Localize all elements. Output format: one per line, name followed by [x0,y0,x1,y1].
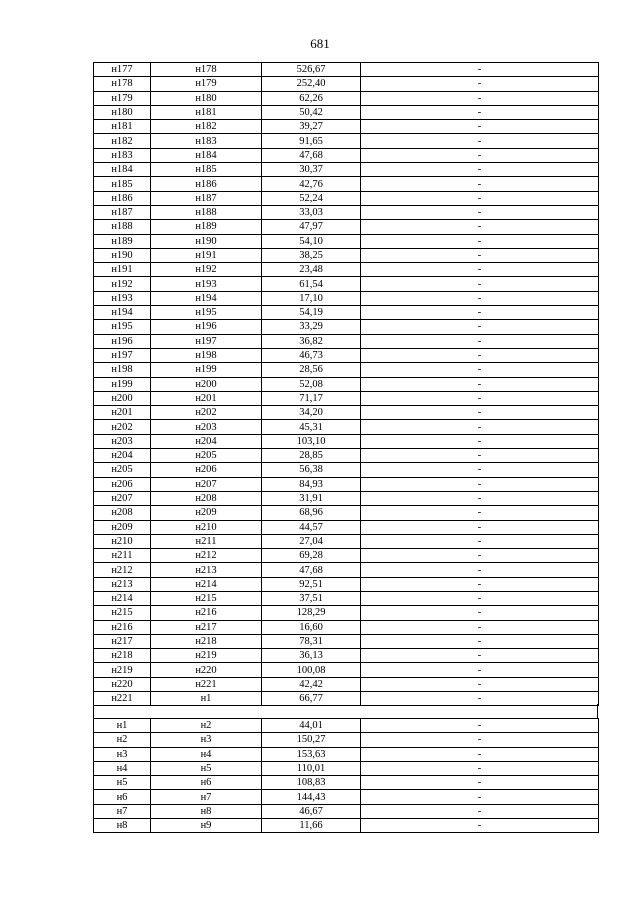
to-point-cell: н205 [151,449,262,463]
note-cell: - [361,148,599,162]
table-row [94,420,599,434]
note-cell: - [361,449,599,463]
table-row [94,406,599,420]
to-point-cell: н192 [151,263,262,277]
length-cell: 52,08 [262,377,361,391]
length-cell: 103,10 [262,434,361,448]
length-cell: 17,10 [262,291,361,305]
table-row [94,563,599,577]
table-row [94,177,599,191]
table-row [94,634,599,648]
length-cell: 150,27 [262,733,361,747]
from-point-cell: н188 [94,220,151,234]
note-cell: - [361,506,599,520]
from-point-cell: н8 [94,819,151,833]
note-cell: - [361,134,599,148]
length-cell: 47,68 [262,563,361,577]
length-cell: 34,20 [262,406,361,420]
to-point-cell: н211 [151,534,262,548]
from-point-cell: н214 [94,591,151,605]
length-cell: 30,37 [262,163,361,177]
to-point-cell: н215 [151,591,262,605]
note-cell: - [361,747,599,761]
from-point-cell: н182 [94,134,151,148]
table-row [94,677,599,691]
from-point-cell: н3 [94,747,151,761]
note-cell: - [361,163,599,177]
page-number: 681 [310,36,330,51]
length-cell: 44,01 [262,719,361,733]
length-cell: 46,67 [262,804,361,818]
length-cell: 54,10 [262,234,361,248]
table-row [94,804,599,818]
from-point-cell: н196 [94,334,151,348]
note-cell: - [361,606,599,620]
to-point-cell: н2 [151,719,262,733]
note-cell: - [361,291,599,305]
to-point-cell: н204 [151,434,262,448]
to-point-cell: н1 [151,692,262,706]
length-cell: 33,03 [262,205,361,219]
length-cell: 11,66 [262,819,361,833]
length-cell: 46,73 [262,348,361,362]
length-cell: 47,97 [262,220,361,234]
length-cell: 153,63 [262,747,361,761]
from-point-cell: н220 [94,677,151,691]
to-point-cell: н3 [151,733,262,747]
to-point-cell: н193 [151,277,262,291]
from-point-cell: н193 [94,291,151,305]
note-cell: - [361,520,599,534]
from-point-cell: н6 [94,790,151,804]
length-cell: 61,54 [262,277,361,291]
from-point-cell: н191 [94,263,151,277]
table-row [94,105,599,119]
from-point-cell: н219 [94,663,151,677]
from-point-cell: н198 [94,363,151,377]
length-cell: 42,76 [262,177,361,191]
boundary-segments-table [93,62,599,706]
to-point-cell: н221 [151,677,262,691]
table-row [94,649,599,663]
length-cell: 44,57 [262,520,361,534]
note-cell: - [361,790,599,804]
from-point-cell: н4 [94,761,151,775]
from-point-cell: н5 [94,776,151,790]
table-row [94,163,599,177]
note-cell: - [361,620,599,634]
note-cell: - [361,563,599,577]
from-point-cell: н177 [94,63,151,77]
length-cell: 56,38 [262,463,361,477]
from-point-cell: н210 [94,534,151,548]
table-body [94,63,599,706]
length-cell: 47,68 [262,148,361,162]
table-row [94,747,599,761]
length-cell: 68,96 [262,506,361,520]
from-point-cell: н211 [94,549,151,563]
length-cell: 78,31 [262,634,361,648]
from-point-cell: н200 [94,391,151,405]
table-row [94,577,599,591]
note-cell: - [361,320,599,334]
from-point-cell: н207 [94,491,151,505]
note-cell: - [361,634,599,648]
note-cell: - [361,234,599,248]
table-row [94,534,599,548]
note-cell: - [361,363,599,377]
length-cell: 45,31 [262,420,361,434]
note-cell: - [361,663,599,677]
note-cell: - [361,177,599,191]
note-cell: - [361,776,599,790]
length-cell: 252,40 [262,77,361,91]
to-point-cell: н202 [151,406,262,420]
table-row [94,148,599,162]
note-cell: - [361,420,599,434]
from-point-cell: н185 [94,177,151,191]
table-row [94,234,599,248]
length-cell: 37,51 [262,591,361,605]
note-cell: - [361,105,599,119]
note-cell: - [361,120,599,134]
to-point-cell: н206 [151,463,262,477]
from-point-cell: н184 [94,163,151,177]
from-point-cell: н201 [94,406,151,420]
to-point-cell: н198 [151,348,262,362]
table-row [94,363,599,377]
length-cell: 50,42 [262,105,361,119]
length-cell: 28,85 [262,449,361,463]
from-point-cell: н180 [94,105,151,119]
length-cell: 92,51 [262,577,361,591]
from-point-cell: н178 [94,77,151,91]
note-cell: - [361,491,599,505]
from-point-cell: н189 [94,234,151,248]
to-point-cell: н183 [151,134,262,148]
from-point-cell: н204 [94,449,151,463]
table-row [94,63,599,77]
to-point-cell: н4 [151,747,262,761]
table-row [94,134,599,148]
length-cell: 31,91 [262,491,361,505]
table-row [94,663,599,677]
to-point-cell: н5 [151,761,262,775]
to-point-cell: н191 [151,248,262,262]
table-row [94,790,599,804]
note-cell: - [361,677,599,691]
to-point-cell: н197 [151,334,262,348]
note-cell: - [361,391,599,405]
length-cell: 16,60 [262,620,361,634]
from-point-cell: н192 [94,277,151,291]
to-point-cell: н196 [151,320,262,334]
section-gap-row [93,704,598,718]
from-point-cell: н206 [94,477,151,491]
note-cell: - [361,91,599,105]
length-cell: 100,08 [262,663,361,677]
note-cell: - [361,804,599,818]
table-row [94,463,599,477]
to-point-cell: н216 [151,606,262,620]
to-point-cell: н208 [151,491,262,505]
to-point-cell: н220 [151,663,262,677]
note-cell: - [361,348,599,362]
length-cell: 526,67 [262,63,361,77]
table-row [94,334,599,348]
length-cell: 91,65 [262,134,361,148]
to-point-cell: н218 [151,634,262,648]
length-cell: 39,27 [262,120,361,134]
to-point-cell: н7 [151,790,262,804]
length-cell: 128,29 [262,606,361,620]
table-row [94,391,599,405]
from-point-cell: н194 [94,306,151,320]
length-cell: 42,42 [262,677,361,691]
from-point-cell: н190 [94,248,151,262]
to-point-cell: н179 [151,77,262,91]
note-cell: - [361,406,599,420]
table-row [94,761,599,775]
length-cell: 110,01 [262,761,361,775]
table-row [94,263,599,277]
boundary-segments-table-2 [93,718,599,833]
table-row [94,77,599,91]
to-point-cell: н195 [151,306,262,320]
to-point-cell: н219 [151,649,262,663]
note-cell: - [361,277,599,291]
length-cell: 66,77 [262,692,361,706]
note-cell: - [361,306,599,320]
to-point-cell: н203 [151,420,262,434]
from-point-cell: н2 [94,733,151,747]
length-cell: 36,82 [262,334,361,348]
note-cell: - [361,463,599,477]
from-point-cell: н1 [94,719,151,733]
to-point-cell: н8 [151,804,262,818]
table-row [94,205,599,219]
table-row [94,220,599,234]
table-row [94,491,599,505]
length-cell: 144,43 [262,790,361,804]
to-point-cell: н217 [151,620,262,634]
note-cell: - [361,263,599,277]
note-cell: - [361,434,599,448]
length-cell: 71,17 [262,391,361,405]
to-point-cell: н187 [151,191,262,205]
table-row [94,434,599,448]
table-row [94,120,599,134]
note-cell: - [361,649,599,663]
to-point-cell: н186 [151,177,262,191]
note-cell: - [361,191,599,205]
table-row [94,776,599,790]
note-cell: - [361,733,599,747]
from-point-cell: н203 [94,434,151,448]
to-point-cell: н190 [151,234,262,248]
note-cell: - [361,63,599,77]
table-row [94,733,599,747]
table-row [94,377,599,391]
from-point-cell: н213 [94,577,151,591]
note-cell: - [361,549,599,563]
length-cell: 108,83 [262,776,361,790]
to-point-cell: н212 [151,549,262,563]
to-point-cell: н200 [151,377,262,391]
from-point-cell: н217 [94,634,151,648]
to-point-cell: н184 [151,148,262,162]
length-cell: 52,24 [262,191,361,205]
to-point-cell: н207 [151,477,262,491]
note-cell: - [361,761,599,775]
from-point-cell: н215 [94,606,151,620]
to-point-cell: н189 [151,220,262,234]
table-row [94,549,599,563]
to-point-cell: н213 [151,563,262,577]
length-cell: 33,29 [262,320,361,334]
table-row [94,291,599,305]
table-row [94,606,599,620]
length-cell: 28,56 [262,363,361,377]
length-cell: 84,93 [262,477,361,491]
from-point-cell: н197 [94,348,151,362]
length-cell: 36,13 [262,649,361,663]
length-cell: 27,04 [262,534,361,548]
from-point-cell: н183 [94,148,151,162]
table-row [94,191,599,205]
note-cell: - [361,591,599,605]
table-row [94,348,599,362]
from-point-cell: н7 [94,804,151,818]
to-point-cell: н178 [151,63,262,77]
to-point-cell: н201 [151,391,262,405]
note-cell: - [361,377,599,391]
from-point-cell: н212 [94,563,151,577]
note-cell: - [361,220,599,234]
table-row [94,449,599,463]
from-point-cell: н202 [94,420,151,434]
length-cell: 62,26 [262,91,361,105]
from-point-cell: н216 [94,620,151,634]
to-point-cell: н185 [151,163,262,177]
table-row [94,248,599,262]
table-row [94,591,599,605]
note-cell: - [361,692,599,706]
to-point-cell: н180 [151,91,262,105]
to-point-cell: н210 [151,520,262,534]
table-row [94,477,599,491]
length-cell: 54,19 [262,306,361,320]
to-point-cell: н182 [151,120,262,134]
from-point-cell: н209 [94,520,151,534]
from-point-cell: н199 [94,377,151,391]
to-point-cell: н188 [151,205,262,219]
note-cell: - [361,719,599,733]
to-point-cell: н194 [151,291,262,305]
to-point-cell: н199 [151,363,262,377]
to-point-cell: н209 [151,506,262,520]
from-point-cell: н218 [94,649,151,663]
from-point-cell: н181 [94,120,151,134]
note-cell: - [361,477,599,491]
table-row [94,506,599,520]
note-cell: - [361,248,599,262]
table-row [94,620,599,634]
from-point-cell: н208 [94,506,151,520]
table-row [94,91,599,105]
note-cell: - [361,334,599,348]
table-row [94,719,599,733]
from-point-cell: н205 [94,463,151,477]
note-cell: - [361,534,599,548]
length-cell: 38,25 [262,248,361,262]
table-row [94,306,599,320]
note-cell: - [361,577,599,591]
from-point-cell: н186 [94,191,151,205]
from-point-cell: н195 [94,320,151,334]
note-cell: - [361,205,599,219]
to-point-cell: н9 [151,819,262,833]
length-cell: 23,48 [262,263,361,277]
to-point-cell: н181 [151,105,262,119]
table-row [94,520,599,534]
from-point-cell: н221 [94,692,151,706]
note-cell: - [361,819,599,833]
to-point-cell: н214 [151,577,262,591]
table-row [94,277,599,291]
table-row [94,320,599,334]
length-cell: 69,28 [262,549,361,563]
table-body [94,719,599,833]
from-point-cell: н179 [94,91,151,105]
from-point-cell: н187 [94,205,151,219]
table-row [94,819,599,833]
to-point-cell: н6 [151,776,262,790]
note-cell: - [361,77,599,91]
